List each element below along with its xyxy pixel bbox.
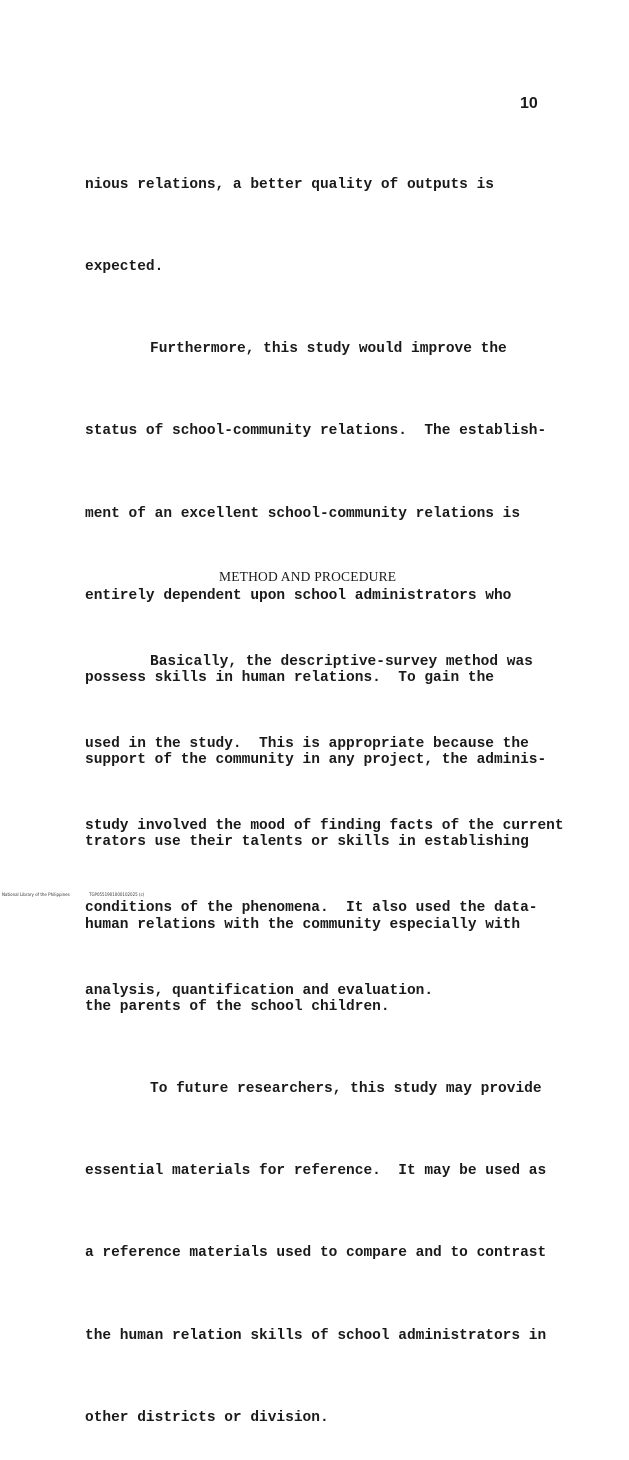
paragraph-3-line: To future researchers, this study may provide <box>150 1081 542 1098</box>
footer-code: TGP0551901000102025 (c) <box>89 892 145 897</box>
paragraph-2-line: human relations with the community especially with <box>85 916 521 933</box>
footer-library: National Library of the Philippines <box>2 892 70 897</box>
paragraph-2-line: support of the community in any project, the adminis- <box>85 752 547 769</box>
paragraph-2-line: Furthermore, this study would improve the <box>150 341 507 358</box>
paragraph-4-line: analysis, quantification and evaluation. <box>85 982 434 999</box>
section-heading: METHOD AND PROCEDURE <box>219 569 397 584</box>
paragraph-2-line: ment of an excellent school-community relations is <box>85 505 521 522</box>
paragraph-2-line: trators use their talents or skills in establishing <box>85 834 529 851</box>
paragraph-4-line: used in the study. This is appropriate because the <box>85 736 529 753</box>
footer-caption <box>2 892 162 897</box>
paragraph-4-line: Basically, the descriptive-survey method was <box>150 653 533 670</box>
paragraph-3-line: the human relation skills of school administrators in <box>85 1327 547 1344</box>
paragraph-3-line: essential materials for reference. It may be used as <box>85 1163 547 1180</box>
paragraph-4-line: conditions of the phenomena. It also used the data- <box>85 900 538 917</box>
paragraph-1-line: nious relations, a better quality of outputs is <box>85 176 494 193</box>
body-text-lower <box>85 594 564 1032</box>
paragraph-2-line: the parents of the school children. <box>85 998 390 1015</box>
paragraph-3-line: a reference materials used to compare and to contrast <box>85 1245 547 1262</box>
paragraph-4-line: study involved the mood of finding facts of the current <box>85 818 564 835</box>
paragraph-2-line: possess skills in human relations. To gain the <box>85 670 494 687</box>
paragraph-2-line: status of school-community relations. The establish- <box>85 423 547 440</box>
page-number: 10 <box>520 95 538 112</box>
paragraph-1-line: expected. <box>85 259 164 276</box>
paragraph-3-line: other districts or division. <box>85 1409 329 1426</box>
paragraph-2-line: entirely dependent upon school administrators who <box>85 587 512 604</box>
